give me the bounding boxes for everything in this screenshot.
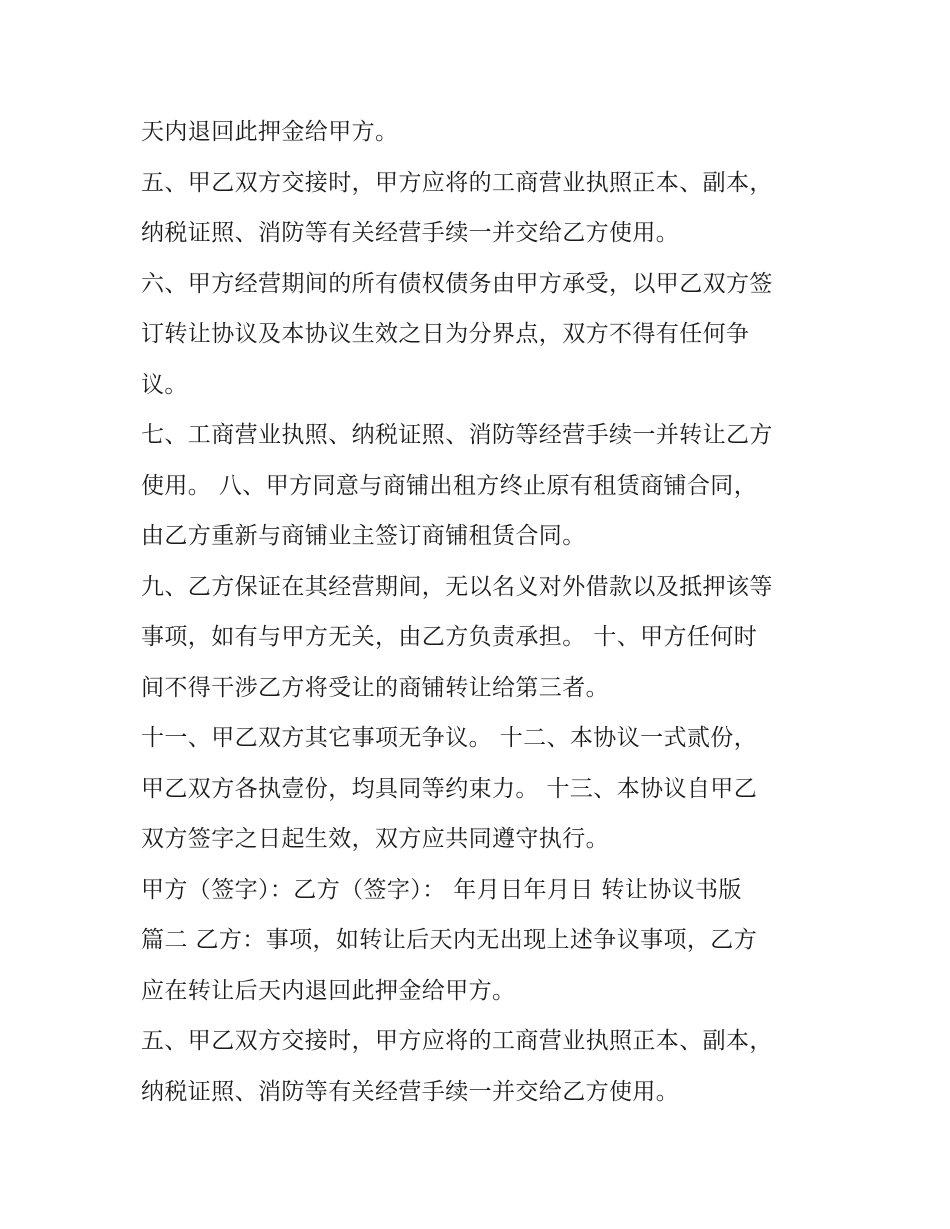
text-line: 纳税证照、消防等有关经营手续一并交给乙方使用。: [141, 1078, 680, 1105]
text-line: 纳税证照、消防等有关经营手续一并交给乙方使用。: [141, 220, 680, 246]
text-line: 订转让协议及本协议生效之日为分界点，双方不得有任何争: [141, 321, 750, 347]
text-line: 甲乙双方各执壹份，均具同等约束力。 十三、本协议自甲乙: [141, 775, 758, 802]
text-line: 使用。 八、甲方同意与商铺出租方终止原有租赁商铺合同，: [141, 472, 758, 499]
text-line: 六、甲方经营期间的所有债权债务由甲方承受，以甲乙双方签: [141, 270, 773, 297]
text-line: 五、甲乙双方交接时，甲方应将的工商营业执照正本、副本，: [141, 1028, 773, 1054]
document-body: [141, 107, 821, 1117]
text-line: 九、乙方保证在其经营期间，无以名义对外借款以及抵押该等: [141, 573, 773, 600]
text-line: 间不得干涉乙方将受让的商铺转让给第三者。: [141, 674, 609, 701]
text-line: 五、甲乙双方交接时，甲方应将的工商营业执照正本、副本，: [141, 169, 773, 196]
text-line: 议。: [141, 371, 188, 398]
text-line: 应在转让后天内退回此押金给甲方。: [141, 977, 516, 1004]
text-line: 七、工商营业执照、纳税证照、消防等经营手续一并转让乙方: [141, 422, 773, 448]
text-line: 由乙方重新与商铺业主签订商铺租赁合同。: [141, 523, 586, 549]
text-line: 篇二 乙方：事项，如转让后天内无出现上述争议事项，乙方: [141, 927, 758, 953]
text-line: 甲方（签字）：乙方（签字）： 年月日年月日 转让协议书版: [141, 876, 742, 903]
text-line: 双方签字之日起生效，双方应共同遵守执行。: [141, 826, 609, 852]
text-line: 事项，如有与甲方无关，由乙方负责承担。 十、甲方任何时: [141, 624, 758, 650]
text-line: 十一、甲乙双方其它事项无争议。 十二、本协议一式贰份，: [141, 725, 758, 751]
text-line: 天内退回此押金给甲方。: [141, 119, 399, 145]
